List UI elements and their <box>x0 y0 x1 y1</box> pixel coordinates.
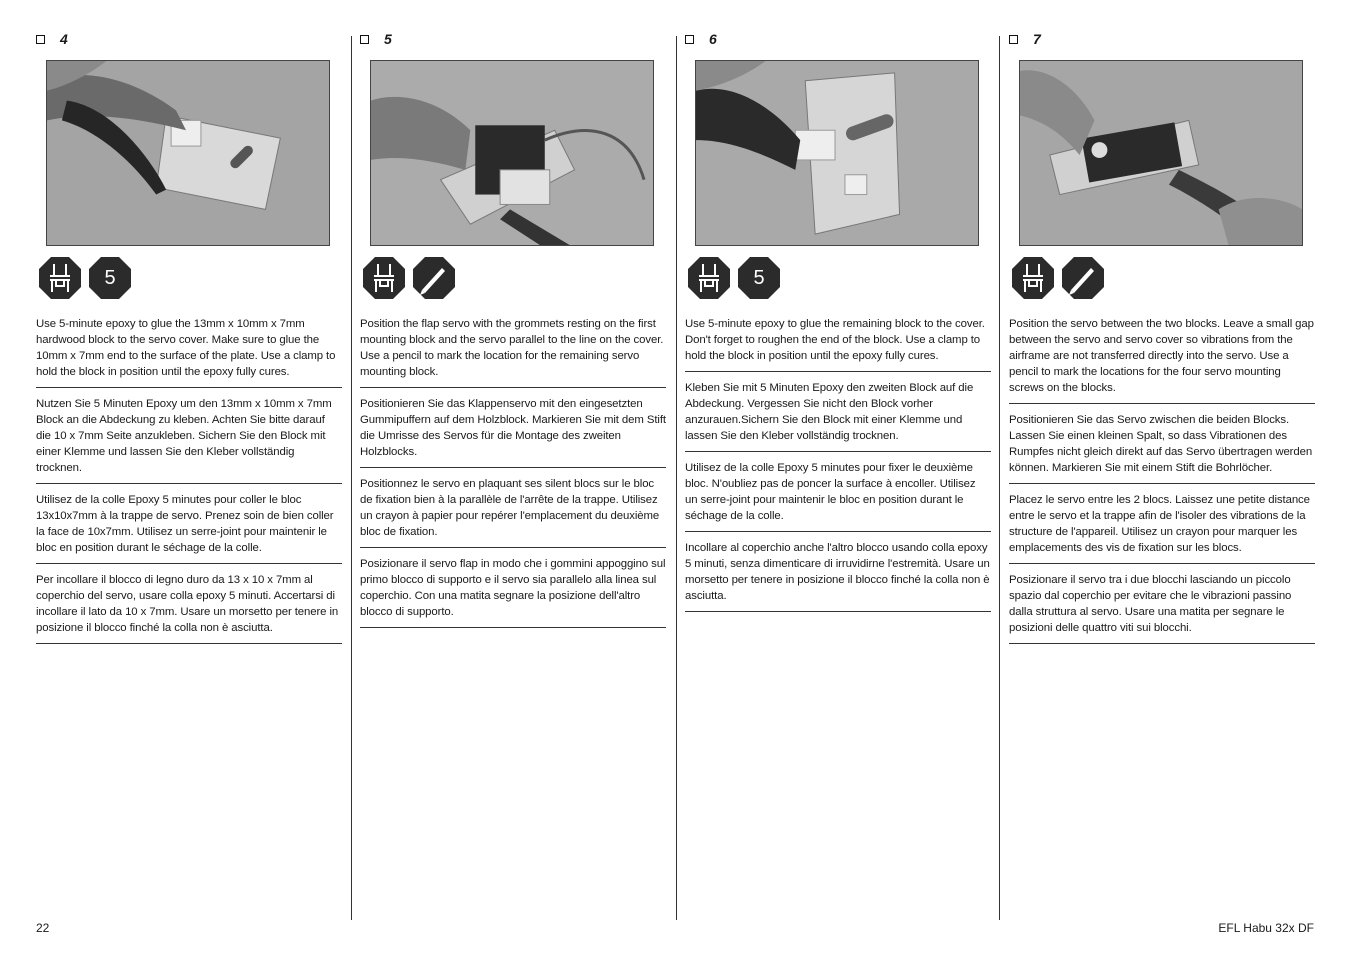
paragraph-it: Posizionare il servo tra i due blocchi lasciando un piccolo spazio dal coperchio per evitare che le vibrazioni passino dalla struttura al servo. Usare una matita per segnare le posizioni delle quattro viti sui blocchi. <box>1009 572 1315 644</box>
step-photo <box>1019 60 1303 246</box>
paragraph-en: Position the flap servo with the grommets resting on the first mounting block and the servo parallel to the line on the cover. Use a pencil to mark the location for the remaining servo mounting block. <box>360 316 666 388</box>
paragraph-fr: Positionnez le servo en plaquant ses silent blocs sur le bloc de fixation bien à la parallèle de l'arrête de la trappe. Utilisez un crayon à papier pour repérer l'emplacement du deuxième bloc de fixation. <box>360 476 666 548</box>
epoxy-minutes-badge <box>737 256 781 300</box>
step-photo <box>370 60 654 246</box>
step-checkbox[interactable] <box>1009 35 1018 44</box>
step-icons <box>38 256 132 300</box>
step-checkbox[interactable] <box>360 35 369 44</box>
step-checkbox[interactable] <box>685 35 694 44</box>
step-column-5 <box>360 30 666 618</box>
clamp-icon <box>1011 256 1055 300</box>
step-header <box>36 30 342 48</box>
step-photo <box>695 60 979 246</box>
pencil-icon <box>412 256 456 300</box>
epoxy-minutes-value: 5 <box>753 267 765 289</box>
epoxy-minutes-value: 5 <box>104 267 116 289</box>
clamp-icon <box>687 256 731 300</box>
step-header <box>1009 30 1315 48</box>
paragraph-it: Posizionare il servo flap in modo che i gommini appoggino sul primo blocco di supporto e il servo sia parallelo alla linea sul coperchio. Con una matita segnare la posizione dell'altro blocco di supporto. <box>360 556 666 628</box>
step-text <box>36 316 342 652</box>
paragraph-fr: Utilisez de la colle Epoxy 5 minutes pour fixer le deuxième bloc. N'oubliez pas de poncer la surface à encoller. Utilisez un serre-joint pour maintenir le bloc en position durant le séchage de la colle. <box>685 460 991 532</box>
step-column-4 <box>36 30 342 634</box>
column-divider <box>351 36 352 920</box>
paragraph-de: Positionieren Sie das Servo zwischen die beiden Blocks. Lassen Sie einen kleinen Spalt, so dass Vibrationen des Rumpfes nicht gleich direkt auf das Servo übertragen werden können. Markieren Sie mit einem Stift die Bohrlöcher. <box>1009 412 1315 484</box>
step-number: 4 <box>60 31 68 47</box>
step-header <box>685 30 991 48</box>
paragraph-de: Positionieren Sie das Klappenservo mit den eingesetzten Gummipuffern auf dem Holzblock. Markieren Sie mit dem Stift die Umrisse des Servos für die Montage des zweiten Holzblocks. <box>360 396 666 468</box>
clamp-icon <box>38 256 82 300</box>
step-icons <box>362 256 456 300</box>
paragraph-it: Incollare al coperchio anche l'altro blocco usando colla epoxy 5 minuti, senza dimenticare di irruvidirne l'estremità. Usare un morsetto per tenere in posizione il blocco finché la colla non è asciutta. <box>685 540 991 612</box>
step-checkbox[interactable] <box>36 35 45 44</box>
step-text <box>1009 316 1315 652</box>
step-icons <box>687 256 781 300</box>
step-number: 7 <box>1033 31 1041 47</box>
step-text <box>685 316 991 620</box>
page-number: 22 <box>36 921 50 935</box>
step-column-7 <box>1009 30 1315 634</box>
column-divider <box>999 36 1000 920</box>
step-number: 6 <box>709 31 717 47</box>
step-photo <box>46 60 330 246</box>
clamp-icon <box>362 256 406 300</box>
paragraph-it: Per incollare il blocco di legno duro da 13 x 10 x 7mm al coperchio del servo, usare colla epoxy 5 minuti. Accertarsi di incollare il lato da 10 x 7mm. Usare un morsetto per tenere in posizione il blocco finché la colla non è asciutta. <box>36 572 342 644</box>
paragraph-de: Kleben Sie mit 5 Minuten Epoxy den zweiten Block auf die Abdeckung. Vergessen Sie nicht den Block vorher anzurauen.Sichern Sie den Block mit einer Klemme und lassen Sie den Kleber vollständig trocknen. <box>685 380 991 452</box>
pencil-icon <box>1061 256 1105 300</box>
paragraph-de: Nutzen Sie 5 Minuten Epoxy um den 13mm x 10mm x 7mm Block an die Abdeckung zu kleben. Achten Sie bitte darauf die 10 x 7mm Seite anzukleben. Sichern Sie den Block mit einer Klemme und lassen Sie den Kleber vollständig trocknen. <box>36 396 342 484</box>
paragraph-fr: Utilisez de la colle Epoxy 5 minutes pour coller le bloc 13x10x7mm à la trappe de servo. Prenez soin de bien coller la face de 10x7mm. Utilisez un serre-joint pour maintenir le bloc en position durant le séchage de la colle. <box>36 492 342 564</box>
paragraph-en: Position the servo between the two blocks. Leave a small gap between the servo and servo cover so vibrations from the airframe are not transferred directly into the servo. Use a pencil to mark the locations for the four servo mounting screws on the blocks. <box>1009 316 1315 404</box>
column-divider <box>676 36 677 920</box>
step-number: 5 <box>384 31 392 47</box>
product-name: EFL Habu 32x DF <box>1218 921 1314 935</box>
epoxy-minutes-badge <box>88 256 132 300</box>
paragraph-en: Use 5-minute epoxy to glue the remaining block to the cover. Don't forget to roughen the end of the block. Use a clamp to hold the block in position until the epoxy fully cures. <box>685 316 991 372</box>
step-icons <box>1011 256 1105 300</box>
paragraph-en: Use 5-minute epoxy to glue the 13mm x 10mm x 7mm hardwood block to the servo cover. Make sure to glue the 10mm x 7mm end to the surface of the plate. Use a clamp to hold the block in position until the epoxy fully cures. <box>36 316 342 388</box>
paragraph-fr: Placez le servo entre les 2 blocs. Laissez une petite distance entre le servo et la trappe afin de l'isoler des vibrations de la structure de l'appareil. Utilisez un crayon pour marquer les emplacements des vis de fixation sur les blocs. <box>1009 492 1315 564</box>
step-text <box>360 316 666 636</box>
step-column-6 <box>685 30 991 602</box>
step-header <box>360 30 666 48</box>
